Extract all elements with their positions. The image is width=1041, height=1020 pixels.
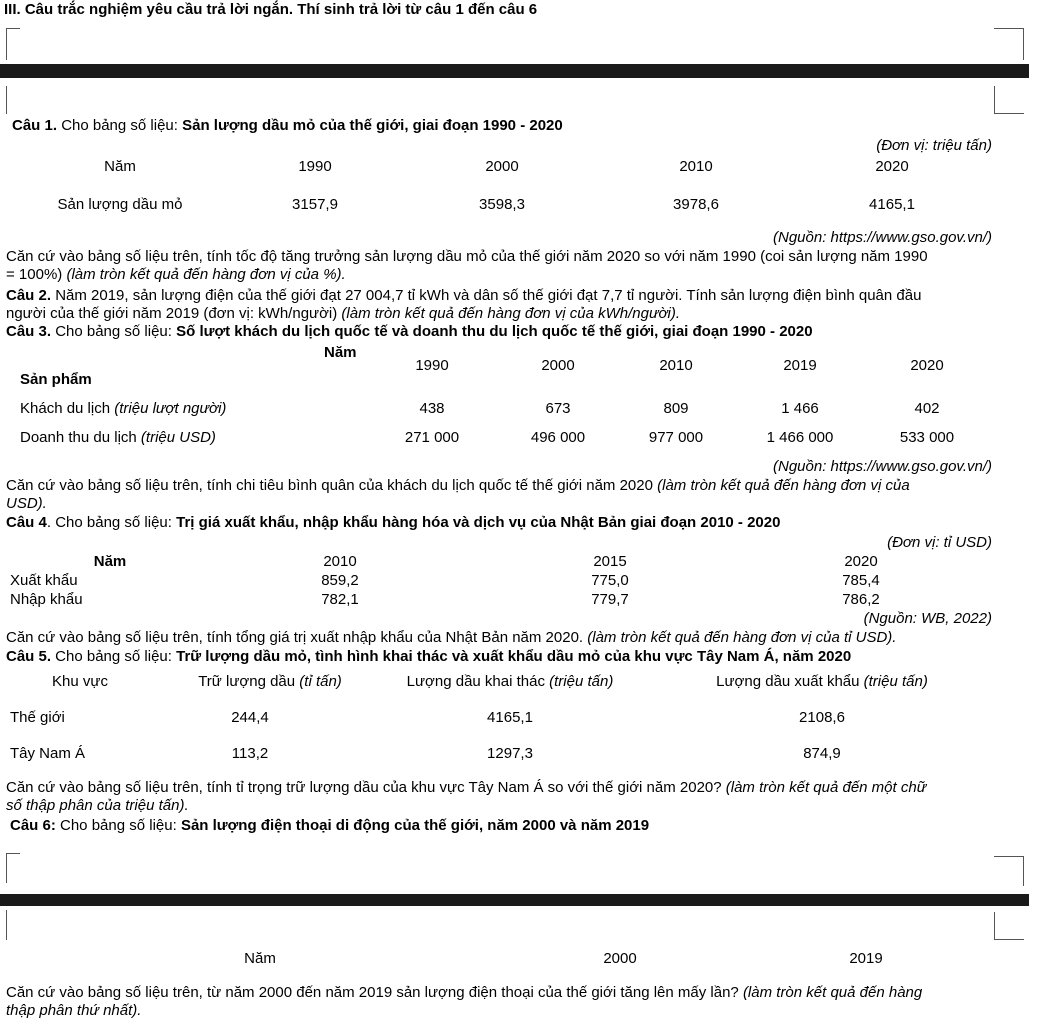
q5-value: 1297,3 xyxy=(487,745,533,762)
q4-export-value: 785,4 xyxy=(842,572,880,589)
q3-corner-product: Sản phẩm xyxy=(20,371,92,388)
q1-year: 2010 xyxy=(679,158,713,175)
q6-row-header: Năm xyxy=(244,950,276,967)
q3-year: 2019 xyxy=(783,357,817,374)
q5-row-name: Thế giới xyxy=(10,709,65,726)
q5-question-line1: Căn cứ vào bảng số liệu trên, tính tỉ trọng trữ lượng dầu của khu vực Tây Nam Á so với thế giới năm 2020? (làm tròn kết quả đến một chữ xyxy=(6,779,927,796)
q1-table-title: Sản lượng dầu mỏ của thế giới, giai đoạn 1990 - 2020 xyxy=(182,117,563,134)
q6-table-title: Sản lượng điện thoại di động của thế giới, năm 2000 và năm 2019 xyxy=(180,817,650,834)
q5-heading: Câu 5. Cho bảng số liệu: Trữ lượng dầu mỏ, tình hình khai thác và xuất khẩu dầu mỏ của khu vực Tây Nam Á, năm 2020 xyxy=(6,648,852,665)
q4-import-value: 782,1 xyxy=(321,591,359,608)
q1-value: 3157,9 xyxy=(292,196,338,213)
q4-export-value: 775,0 xyxy=(591,572,629,589)
q1-question-line1: Căn cứ vào bảng số liệu trên, tính tốc độ tăng trưởng sản lượng dầu mỏ của thế giới năm 2020 so với năm 1990 (coi sản lượng năm 1990 xyxy=(6,248,928,265)
q1-year: 1990 xyxy=(298,158,332,175)
q5-header: Trữ lượng dầu (tỉ tấn) xyxy=(198,673,342,690)
q1-unit: (Đơn vị: triệu tấn) xyxy=(876,137,992,154)
q3-question-line1: Căn cứ vào bảng số liệu trên, tính chi tiêu bình quân của khách du lịch quốc tế thế giới năm 2020 (làm tròn kết quả đến hàng đơn vị của xyxy=(6,477,910,494)
q3-year: 1990 xyxy=(415,357,449,374)
q1-row-header: Năm xyxy=(104,158,136,175)
q3-year: 2020 xyxy=(910,357,944,374)
q5-header: Lượng dầu khai thác (triệu tấn) xyxy=(406,673,614,690)
q4-source: (Nguồn: WB, 2022) xyxy=(863,610,992,627)
q4-year: 2010 xyxy=(323,553,357,570)
q6-question-line2: thập phân thứ nhất). xyxy=(6,1002,142,1019)
q4-heading: Câu 4. Cho bảng số liệu: Trị giá xuất khẩu, nhập khẩu hàng hóa và dịch vụ của Nhật Bản giai đoạn 2010 - 2020 xyxy=(6,514,781,531)
q4-unit: (Đơn vị: tỉ USD) xyxy=(887,534,992,551)
q3-value: 977 000 xyxy=(648,429,704,446)
q3-value: 1 466 000 xyxy=(766,429,834,446)
q1-heading: Câu 1. Cho bảng số liệu: Sản lượng dầu mỏ của thế giới, giai đoạn 1990 - 2020 xyxy=(12,117,563,134)
q4-year: 2020 xyxy=(844,553,878,570)
section-header: III. Câu trắc nghiệm yêu cầu trả lời ngắn. Thí sinh trả lời từ câu 1 đến câu 6 xyxy=(4,1,538,18)
q3-value: 271 000 xyxy=(404,429,460,446)
q3-value: 1 466 xyxy=(781,400,819,417)
q1-source: (Nguồn: https://www.gso.gov.vn/) xyxy=(773,229,992,246)
q4-year: 2015 xyxy=(593,553,627,570)
q6-heading: Câu 6: Cho bảng số liệu: Sản lượng điện thoại di động của thế giới, năm 2000 và năm 2019 xyxy=(10,817,650,834)
q5-header: Khu vực xyxy=(52,673,108,690)
q1-year: 2000 xyxy=(485,158,519,175)
q4-import-value: 779,7 xyxy=(591,591,629,608)
q3-source: (Nguồn: https://www.gso.gov.vn/) xyxy=(773,458,992,475)
q3-value: 809 xyxy=(663,400,689,417)
q5-value: 113,2 xyxy=(231,745,269,762)
q1-value: 3598,3 xyxy=(479,196,525,213)
q2-question-line2: người của thế giới năm 2019 (đơn vị: kWh/người) (làm tròn kết quả đến hàng đơn vị của kWh/người). xyxy=(6,305,681,322)
q1-question-line2: = 100%) (làm tròn kết quả đến hàng đơn vị của %). xyxy=(6,266,346,283)
q3-question-line2: USD). xyxy=(6,495,47,512)
q2-question-line1: Câu 2. Năm 2019, sản lượng điện của thế giới đạt 27 004,7 tỉ kWh và dân số thế giới đạt 7,7 tỉ người. Tính sản lượng điện bình quân đầu xyxy=(6,287,922,304)
q3-year: 2010 xyxy=(659,357,693,374)
q5-value: 244,4 xyxy=(231,709,269,726)
q4-import-label: Nhập khẩu xyxy=(10,591,83,608)
q6-question-line1: Căn cứ vào bảng số liệu trên, từ năm 2000 đến năm 2019 sản lượng điện thoại của thế giới tăng lên mấy lần? (làm tròn kết quả đến hàng xyxy=(6,984,923,1001)
q5-value: 4165,1 xyxy=(487,709,533,726)
q3-row-label-visitors: Khách du lịch (triệu lượt người) xyxy=(20,400,227,417)
q6-year: 2019 xyxy=(849,950,883,967)
q3-year: 2000 xyxy=(541,357,575,374)
q1-year: 2020 xyxy=(875,158,909,175)
q6-year: 2000 xyxy=(603,950,637,967)
q3-heading: Câu 3. Cho bảng số liệu: Số lượt khách du lịch quốc tế và doanh thu du lịch quốc tế thế giới, giai đoạn 1990 - 2020 xyxy=(6,323,813,340)
q5-header: Lượng dầu xuất khẩu (triệu tấn) xyxy=(716,673,928,690)
q5-row-name: Tây Nam Á xyxy=(10,745,86,762)
q3-value: 496 000 xyxy=(530,429,586,446)
q5-question-line2: số thập phân của triệu tấn). xyxy=(6,797,189,814)
q1-row-label: Sản lượng dầu mỏ xyxy=(57,196,183,213)
q3-table-title: Số lượt khách du lịch quốc tế và doanh thu du lịch quốc tế thế giới, giai đoạn 1990 - 2020 xyxy=(176,323,813,340)
q4-question: Căn cứ vào bảng số liệu trên, tính tổng giá trị xuất nhập khẩu của Nhật Bản năm 2020. (làm tròn kết quả đến hàng đơn vị của tỉ USD). xyxy=(6,629,897,646)
q4-export-value: 859,2 xyxy=(321,572,359,589)
q3-value: 673 xyxy=(545,400,571,417)
q4-row-header: Năm xyxy=(93,553,127,570)
q1-value: 3978,6 xyxy=(673,196,719,213)
q5-table-title: Trữ lượng dầu mỏ, tình hình khai thác và xuất khẩu dầu mỏ của khu vực Tây Nam Á, năm 2020 xyxy=(176,648,852,665)
q3-row-label-revenue: Doanh thu du lịch (triệu USD) xyxy=(20,429,216,446)
q4-table-title: Trị giá xuất khẩu, nhập khẩu hàng hóa và dịch vụ của Nhật Bản giai đoạn 2010 - 2020 xyxy=(176,514,781,531)
q3-corner-year: Năm xyxy=(324,344,357,361)
q4-export-label: Xuất khẩu xyxy=(10,572,78,589)
q1-value: 4165,1 xyxy=(869,196,915,213)
q5-value: 2108,6 xyxy=(799,709,845,726)
q3-value: 533 000 xyxy=(899,429,955,446)
q3-value: 402 xyxy=(914,400,940,417)
q5-value: 874,9 xyxy=(803,745,841,762)
q4-import-value: 786,2 xyxy=(842,591,880,608)
q3-value: 438 xyxy=(419,400,445,417)
